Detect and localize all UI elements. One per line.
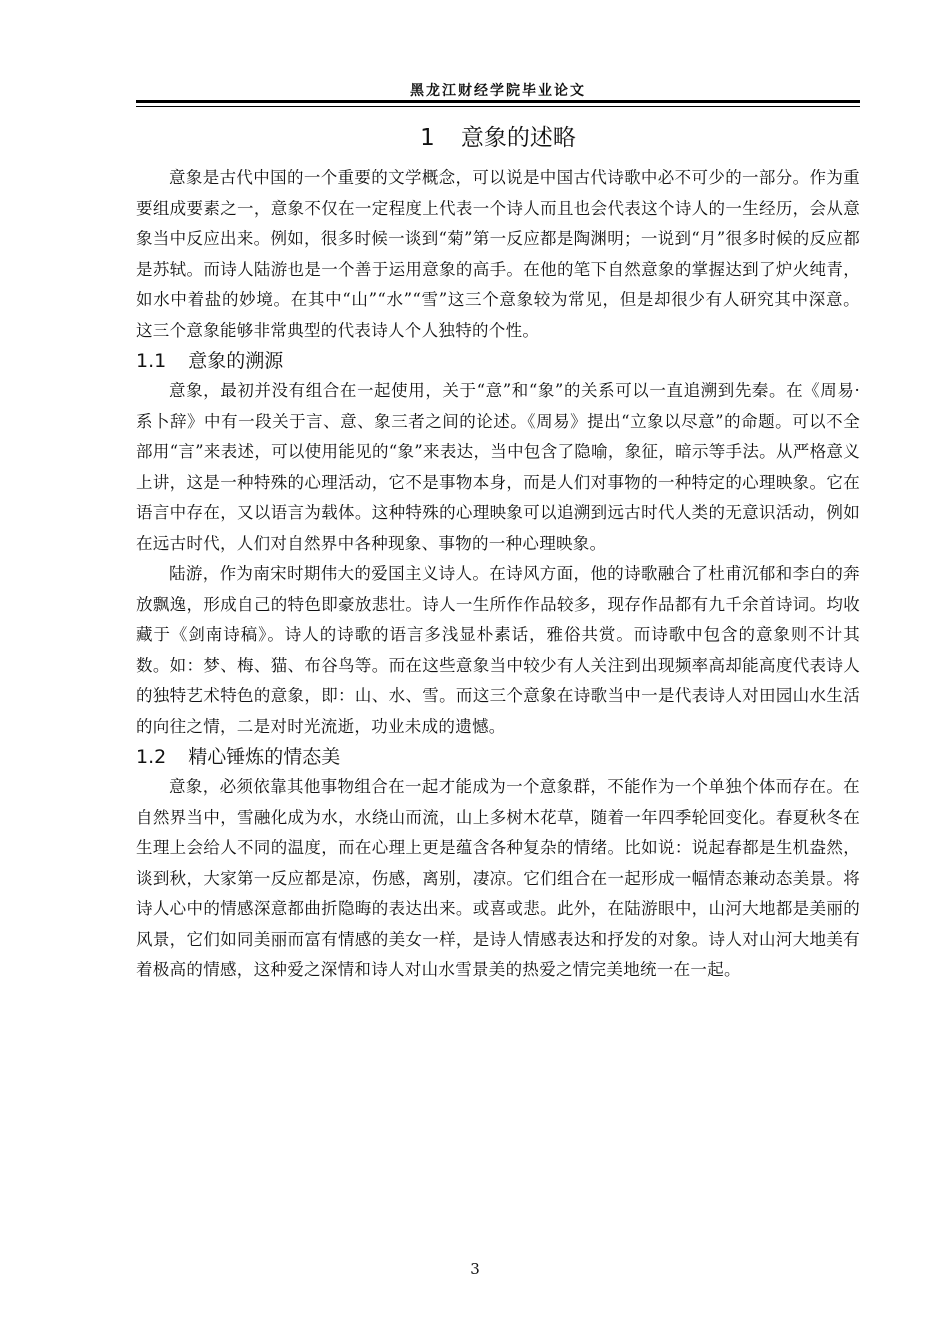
paragraph-intro: 意象是古代中国的一个重要的文学概念，可以说是中国古代诗歌中必不可少的一部分。作为重要组成要素之一，意象不仅在一定程度上代表一个诗人而且也会代表这个诗人的一生经历，会从意象当中反应出来。例如，很多时候一谈到“菊”第一反应都是陶渊明；一说到“月”很多时候的反应都是苏轼。而诗人陆游也是一个善于运用意象的高手。在他的笔下自然意象的掌握达到了炉火纯青，如水中着盐的妙境。在其中“山”“水”“雪”这三个意象较为常见，但是却很少有人研究其中深意。这三个意象能够非常典型的代表诗人个人独特的个性。 xyxy=(136,168,860,340)
header-rule-thick xyxy=(136,100,860,103)
header-rule-thin xyxy=(136,106,860,107)
section-title: 意象的溯源 xyxy=(188,350,284,372)
paragraph-luyou: 陆游，作为南宋时期伟大的爱国主义诗人。在诗风方面，他的诗歌融合了杜甫沉郁和李白的奔放飘逸，形成自己的特色即豪放悲壮。诗人一生所作作品较多，现存作品都有九千余首诗词。均收藏于《剑南诗稿》。诗人的诗歌的语言多浅显朴素话，雅俗共赏。而诗歌中包含的意象则不计其数。如：梦、梅、猫、布谷鸟等。而在这些意象当中较少有人关注到出现频率高却能高度代表诗人的独特艺术特色的意象，即：山、水、雪。而这三个意象在诗歌当中一是代表诗人对田园山水生活的向往之情，二是对时光流逝，功业未成的遗憾。 xyxy=(136,564,860,736)
paragraph-emotional-beauty: 意象，必须依靠其他事物组合在一起才能成为一个意象群，不能作为一个单独个体而存在。在自然界当中，雪融化成为水，水绕山而流，山上多树木花草，随着一年四季轮回变化。春夏秋冬在生理上会给人不同的温度，而在心理上更是蕴含各种复杂的情绪。比如说：说起春都是生机盎然，谈到秋，大家第一反应都是凉，伤感，离别，凄凉。它们组合在一起形成一幅情态兼动态美景。将诗人心中的情感深意都曲折隐晦的表达出来。或喜或悲。此外，在陆游眼中，山河大地都是美丽的风景，它们如同美丽而富有情感的美女一样，是诗人情感表达和抒发的对象。诗人对山河大地美有着极高的情感，这种爱之深情和诗人对山水雪景美的热爱之情完美地统一在一起。 xyxy=(136,777,860,979)
running-header: 黑龙江财经学院毕业论文 xyxy=(410,83,586,99)
section-title: 精心锤炼的情态美 xyxy=(188,746,341,768)
chapter-heading xyxy=(136,123,860,153)
document-body xyxy=(136,163,860,986)
paragraph-origin: 意象，最初并没有组合在一起使用，关于“意”和“象”的关系可以一直追溯到先秦。在《周易·系卜辞》中有一段关于言、意、象三者之间的论述。《周易》提出“立象以尽意”的命题。可以不全部用“言”来表述，可以使用能见的“象”来表达，当中包含了隐喻，象征，暗示等手法。从严格意义上讲，这是一种特殊的心理活动，它不是事物本身，而是人们对事物的一种特定的心理映象。它在语言中存在，又以语言为载体。这种特殊的心理映象可以追溯到远古时代人类的无意识活动，例如在远古时代，人们对自然界中各种现象、事物的一种心理映象。 xyxy=(136,381,860,553)
page-number: 3 xyxy=(470,1260,480,1278)
section-number: 1.1 xyxy=(136,350,167,372)
chapter-title: 意象的述略 xyxy=(460,125,576,151)
section-heading-1-2 xyxy=(136,742,860,772)
section-number: 1.2 xyxy=(136,746,167,768)
section-heading-1-1 xyxy=(136,346,860,376)
chapter-number: 1 xyxy=(420,125,435,151)
